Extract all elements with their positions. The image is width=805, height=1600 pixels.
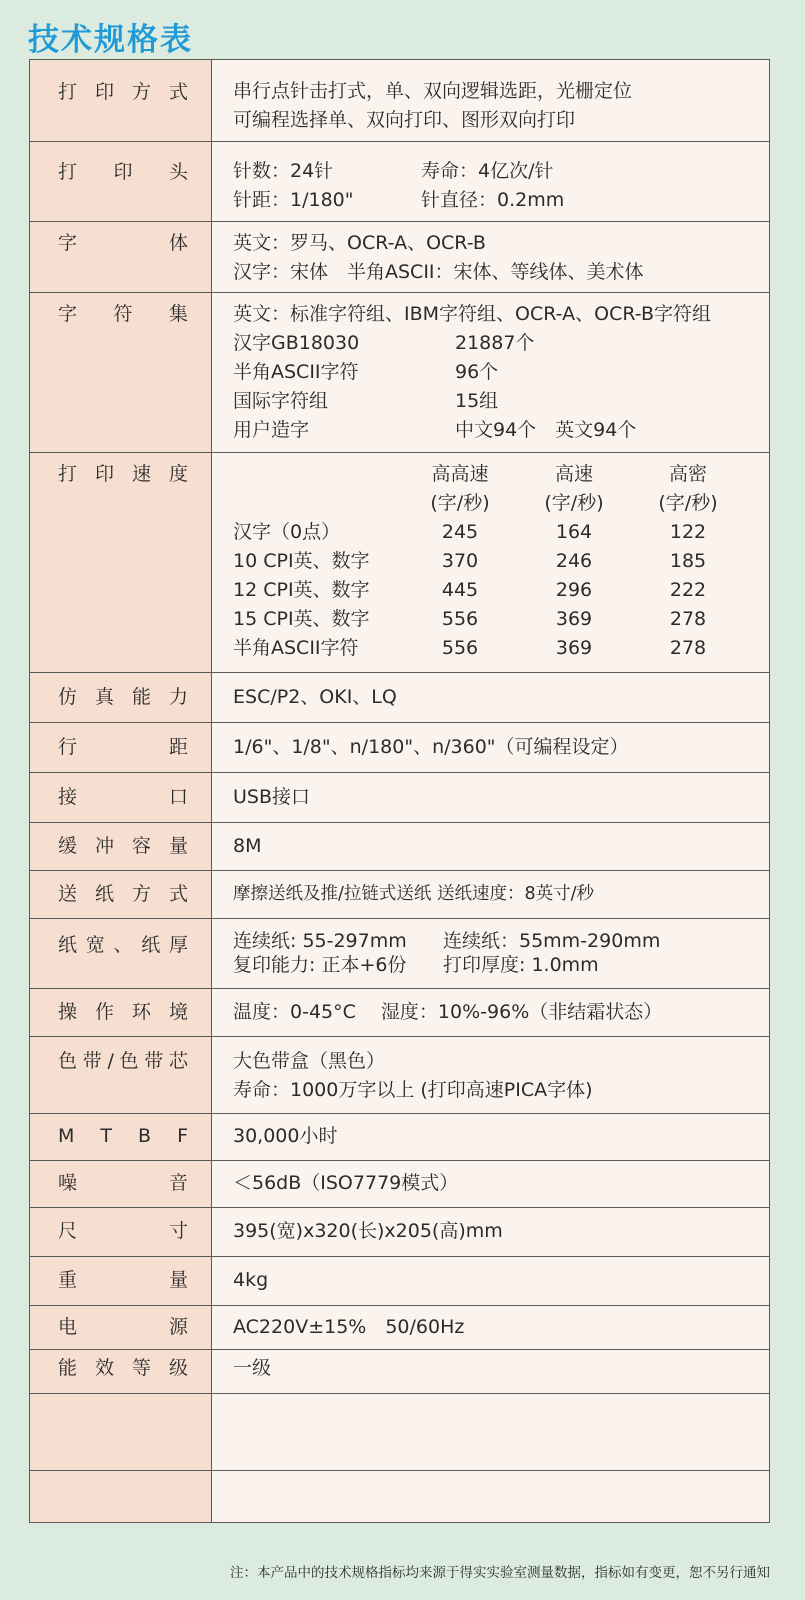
label-char: 带 — [144, 1050, 164, 1072]
label-cell — [30, 1306, 212, 1350]
buffer-value: 8M — [233, 835, 262, 857]
label-char: 行 — [58, 736, 78, 758]
copy-ability: 复印能力: 正本+6份 — [233, 954, 407, 976]
speed-unit: (字/秒) — [544, 492, 604, 514]
charset-name: 汉字GB18030 — [233, 332, 360, 354]
charset-value: 21887个 — [455, 332, 535, 354]
label-char: 能 — [131, 686, 151, 708]
label-char: 音 — [168, 1172, 188, 1194]
row-emulation — [30, 673, 770, 723]
label-char: 头 — [168, 161, 188, 183]
label-char: 操 — [58, 1001, 78, 1023]
label-cell — [30, 1257, 212, 1306]
charset-value: 96个 — [455, 361, 499, 383]
emulation-value: ESC/P2、OKI、LQ — [233, 686, 397, 708]
label-char: 仿 — [58, 686, 78, 708]
footnote: 注：本产品中的技术规格指标均来源于得实实验室测量数据，指标如有变更，恕不另行通知 — [230, 1565, 770, 1581]
label-char: 效 — [94, 1357, 114, 1379]
speed-value: 246 — [555, 550, 593, 572]
label-char: 能 — [58, 1357, 78, 1379]
label-char: 环 — [131, 1001, 151, 1023]
label-char: 、 — [113, 934, 133, 956]
row-speed — [30, 453, 770, 673]
label-char: 符 — [113, 303, 133, 325]
weight-value: 4kg — [233, 1269, 269, 1291]
speed-value: 369 — [555, 608, 593, 630]
dimensions-value: 395(宽)x320(长)x205(高)mm — [233, 1220, 503, 1242]
font-line: 英文：罗马、OCR-A、OCR-B — [233, 232, 486, 254]
label-char: 噪 — [58, 1172, 78, 1194]
label-char: 冲 — [94, 835, 114, 857]
speed-unit: (字/秒) — [658, 492, 718, 514]
label-cell — [30, 1037, 212, 1114]
label-char: 式 — [168, 81, 188, 103]
paper-width-2: 连续纸：55mm-290mm — [443, 930, 661, 952]
pin-diameter: 针直径：0.2mm — [421, 189, 565, 211]
label-char: 量 — [168, 835, 188, 857]
label-char: 体 — [168, 232, 188, 254]
label-cell — [30, 823, 212, 871]
label-char: 距 — [168, 736, 188, 758]
label-cell — [30, 142, 212, 222]
label-char: 集 — [168, 303, 188, 325]
page-title: 技术规格表 — [28, 22, 193, 58]
speed-value: 556 — [441, 608, 479, 630]
label-cell — [30, 60, 212, 142]
speed-value: 245 — [441, 521, 479, 543]
row-empty — [30, 1394, 770, 1471]
speed-value: 185 — [669, 550, 707, 572]
label-char: 作 — [94, 1001, 114, 1023]
row-print-head — [30, 142, 770, 222]
label-char: 印 — [94, 81, 114, 103]
label-char: 真 — [94, 686, 114, 708]
environment-value: 温度：0-45°C 湿度：10%-96%（非结霜状态） — [233, 1001, 663, 1023]
power-value: AC220V±15% 50/60Hz — [233, 1316, 465, 1338]
label-char: 色 — [58, 1050, 78, 1072]
row-empty — [30, 1471, 770, 1523]
paper-feed-value: 摩擦送纸及推/拉链式送纸 送纸速度：8英寸/秒 — [233, 884, 594, 904]
label-char: 打 — [58, 81, 78, 103]
label-char: 纸 — [58, 934, 78, 956]
label-char: 纸 — [141, 934, 161, 956]
row-mtbf — [30, 1114, 770, 1161]
speed-value: 222 — [669, 579, 707, 601]
label-char: 容 — [131, 835, 151, 857]
font-line: 汉字：宋体 半角ASCII：宋体、等线体、美术体 — [233, 261, 644, 283]
charset-name: 半角ASCII字符 — [233, 361, 359, 383]
line-spacing-value: 1/6"、1/8"、n/180"、n/360"（可编程设定） — [233, 736, 629, 758]
speed-row-name: 汉字（0点） — [233, 521, 341, 543]
label-cell — [30, 773, 212, 823]
label-char: 方 — [131, 81, 151, 103]
label-char: 宽 — [85, 934, 105, 956]
speed-row-name: 15 CPI英、数字 — [233, 608, 370, 630]
label-char: 速 — [131, 463, 151, 485]
interface-value: USB接口 — [233, 786, 311, 808]
label-char: 重 — [58, 1269, 78, 1291]
charset-value: 15组 — [455, 390, 499, 412]
row-power — [30, 1306, 770, 1350]
label-char: F — [177, 1125, 188, 1147]
label-cell — [30, 453, 212, 673]
label-char: 芯 — [168, 1050, 188, 1072]
label-char: 印 — [113, 161, 133, 183]
label-cell — [30, 1161, 212, 1208]
label-cell — [30, 989, 212, 1037]
row-ribbon — [30, 1037, 770, 1114]
label-char: 方 — [131, 883, 151, 905]
label-char: 送 — [58, 883, 78, 905]
label-char: 纸 — [94, 883, 114, 905]
label-char: T — [100, 1125, 113, 1147]
label-char: 源 — [168, 1316, 188, 1338]
label-char: 字 — [58, 232, 78, 254]
label-char: 尺 — [58, 1220, 78, 1242]
speed-value: 445 — [441, 579, 479, 601]
row-environment — [30, 989, 770, 1037]
speed-value: 370 — [441, 550, 479, 572]
print-method-line: 串行点针击打式，单、双向逻辑选距，光栅定位 — [233, 80, 633, 102]
label-char: B — [138, 1125, 152, 1147]
speed-value: 278 — [669, 608, 707, 630]
label-cell — [30, 723, 212, 773]
spec-table — [29, 59, 770, 1523]
row-noise — [30, 1161, 770, 1208]
label-cell — [30, 1394, 212, 1471]
print-thickness: 打印厚度: 1.0mm — [443, 954, 599, 976]
label-char: 字 — [58, 303, 78, 325]
label-char: M — [58, 1125, 75, 1147]
pin-count: 针数：24针 — [233, 160, 334, 182]
label-char: 度 — [168, 463, 188, 485]
speed-row-name: 半角ASCII字符 — [233, 637, 359, 659]
speed-unit: (字/秒) — [430, 492, 490, 514]
label-cell — [30, 1208, 212, 1257]
efficiency-value: 一级 — [233, 1357, 272, 1379]
label-char: 境 — [168, 1001, 188, 1023]
label-char: 打 — [58, 463, 78, 485]
row-line-spacing — [30, 723, 770, 773]
head-life: 寿命：4亿次/针 — [421, 160, 554, 182]
label-char: 寸 — [168, 1220, 188, 1242]
row-interface — [30, 773, 770, 823]
label-char: 电 — [58, 1316, 78, 1338]
row-dimensions — [30, 1208, 770, 1257]
row-font — [30, 222, 770, 293]
speed-value: 369 — [555, 637, 593, 659]
paper-width: 连续纸: 55-297mm — [233, 930, 407, 952]
label-char: 打 — [58, 161, 78, 183]
charset-name: 用户造字 — [233, 419, 310, 441]
row-charset — [30, 293, 770, 453]
label-char: 力 — [168, 686, 188, 708]
label-cell — [30, 673, 212, 723]
charset-name: 国际字符组 — [233, 390, 329, 412]
charset-english: 英文：标准字符组、IBM字符组、OCR-A、OCR-B字符组 — [233, 303, 711, 325]
label-char: 等 — [131, 1357, 151, 1379]
label-char: 印 — [94, 463, 114, 485]
label-cell — [30, 1471, 212, 1523]
row-print-method — [30, 60, 770, 142]
label-cell — [30, 871, 212, 919]
ribbon-line: 大色带盒（黑色） — [233, 1050, 386, 1072]
print-method-line: 可编程选择单、双向打印、图形双向打印 — [233, 109, 576, 131]
row-efficiency — [30, 1350, 770, 1394]
row-buffer — [30, 823, 770, 871]
label-char: 接 — [58, 786, 78, 808]
label-char: 色 — [119, 1050, 139, 1072]
row-weight — [30, 1257, 770, 1306]
label-char: 式 — [168, 883, 188, 905]
speed-value: 278 — [669, 637, 707, 659]
label-char: / — [107, 1050, 114, 1072]
label-cell — [30, 222, 212, 293]
speed-value: 296 — [555, 579, 593, 601]
label-char: 缓 — [58, 835, 78, 857]
speed-row-name: 12 CPI英、数字 — [233, 579, 370, 601]
label-char: 量 — [168, 1269, 188, 1291]
label-cell — [30, 1350, 212, 1394]
speed-value: 122 — [669, 521, 707, 543]
row-paper-size — [30, 919, 770, 989]
label-cell — [30, 1114, 212, 1161]
speed-row-name: 10 CPI英、数字 — [233, 550, 370, 572]
label-char: 级 — [168, 1357, 188, 1379]
speed-header: 高速 — [554, 463, 593, 485]
speed-header: 高高速 — [431, 463, 489, 485]
label-cell — [30, 919, 212, 989]
label-char: 厚 — [168, 934, 188, 956]
speed-value: 556 — [441, 637, 479, 659]
row-paper-feed — [30, 871, 770, 919]
label-cell — [30, 293, 212, 453]
label-char: 带 — [82, 1050, 102, 1072]
noise-value: ＜56dB（ISO7779模式） — [233, 1172, 459, 1194]
label-char: 口 — [168, 786, 188, 808]
charset-value: 中文94个 英文94个 — [455, 419, 637, 441]
mtbf-value: 30,000小时 — [233, 1125, 338, 1147]
speed-header: 高密 — [668, 463, 707, 485]
ribbon-line: 寿命：1000万字以上 (打印高速PICA字体) — [233, 1079, 593, 1101]
pin-pitch: 针距：1/180" — [233, 189, 354, 211]
speed-value: 164 — [555, 521, 593, 543]
